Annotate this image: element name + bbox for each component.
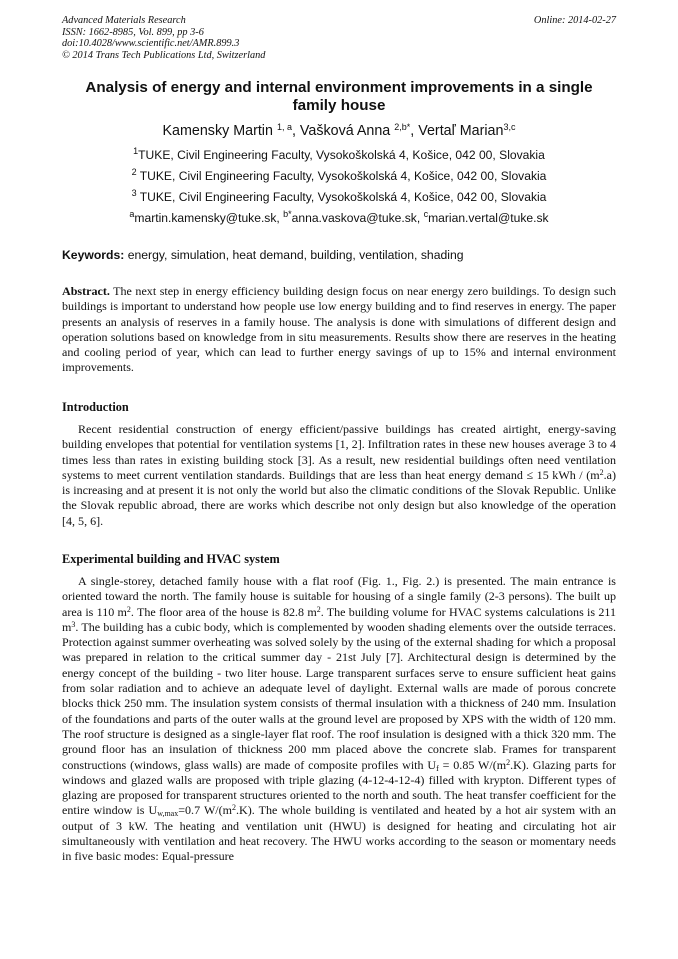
keywords-label: Keywords:	[62, 248, 125, 262]
email-link[interactable]: marian.vertal@tuke.sk	[428, 211, 549, 225]
copyright-line: © 2014 Trans Tech Publications Ltd, Switzerland	[62, 49, 266, 61]
abstract	[62, 284, 616, 376]
affiliation-1: $^1$TUKE, Civil Engineering Faculty, Vysokoškolská 4, Košice, 042 00, Slovakia	[133, 146, 545, 162]
author-emails: $^a$martin.kamensky@tuke.sk, $^{b*}$anna.vaskova@tuke.sk, $^c$marian.vertal@tuke.sk	[129, 209, 549, 225]
author-affil-mark: 1, a	[276, 122, 292, 132]
online-date: Online: 2014-02-27	[533, 15, 616, 26]
paper-title: Analysis of energy and internal environment improvements in a single family house	[85, 79, 593, 114]
author-affil-mark: 2,b*	[394, 122, 411, 132]
abstract-label: Abstract.	[62, 284, 110, 298]
section-heading-experimental: Experimental building and HVAC system	[62, 552, 280, 566]
affiliation-2: $^2$ TUKE, Civil Engineering Faculty, Vysokoškolská 4, Košice, 042 00, Slovakia	[131, 167, 547, 183]
keywords	[62, 248, 464, 262]
issn-line: ISSN: 1662-8985, Vol. 899, pp 3-6	[62, 26, 204, 38]
affiliation-3: $^3$ TUKE, Civil Engineering Faculty, Vysokoškolská 4, Košice, 042 00, Slovakia	[131, 188, 547, 204]
author-name: Kamensky Martin	[162, 123, 273, 139]
experimental-paragraph: A single-storey, detached family house with a flat roof (Fig. 1., Fig. 2.) is presented. The main entrance is oriented toward the north. The family house is suitable for housing of a single family (2-3 persons). The built up area is 110 $m^2$. The floor area of the house is 82.8 $m^2$. The building volume for HVAC systems calculations is 211 $m^3$. The building has a cubic body, which is complemented by wooden shading elements over the outside terraces. Protection against summer overheating was solved solely by the using of the external shading for which a proposal was prepared in relation to the critical summer day - 21st July [7]. Architectural design is determined by the energy concept of the building - two liter house. Large transparent surfaces serve to ensure sufficient heat gains from solar radiation and to achieve an adequate level of daylight. External walls are made of porous concrete blocks thick 250 mm. The insulation system consists of thermal insulation with a thickness of 240 mm. Insulation of the foundations and parts of the outer walls at the ground level are proposed by XPS with the width of 120 mm. The roof structure is designed as a single-layer flat roof. The roof insulation is designed with a thick 320 mm. The ground floor has an insulation of thickness 200 mm placed above the concrete slab. Frames for transparent constructions (windows, glass walls) are made of composite profiles with $U_f = 0.85$ $W/(m^2.K)$. Glazing parts for windows and glazed walls are proposed with triple glazing (4-12-4-12-4) filled with krypton. Different types of glazing are proposed for transparent structures oriented to the north and south. The heat transfer coefficient for the entire window is $U_{w,max}=0.7$ $W/(m^2.K)$. The whole building is ventilated and heated by a hot air system with an output of 3 kW. The heating and ventilation unit (HWU) is designed for heating and circulating hot air simultaneously with ventilation and heat recovery. The HWU works according to the season or momentary needs in five basic modes: Equal-pressure	[62, 574, 617, 864]
author-name: Vertaľ Marian	[418, 123, 504, 139]
author-affil-mark: 3,c	[503, 122, 516, 132]
introduction-paragraph: Recent residential construction of energy efficient/passive buildings has created airtight, energy-saving building envelopes that potential for ventilation systems [1, 2]. Infiltration rates in these new houses average 3 to 4 times less than rates in existing building stock [3]. As a result, new residential buildings often need ventilation systems to meet current ventilation standards. Buildings that are less than heat energy demand ≤ 15 kWh / $(m^2.a)$ is increasing and at present it is not only the world but also the climatic conditions of the Slovak Republic. Unlike the Slovak republic abroad, there are works which describe not only design but also knowledge of the operation [4, 5, 6].	[62, 422, 616, 528]
email-link[interactable]: martin.kamensky@tuke.sk,	[134, 211, 284, 225]
author-name: Vašková Anna	[299, 123, 391, 139]
abstract-text: The next step in energy efficiency building design focus on near energy zero buildings. To design such buildings is important to understand how people use low energy building and to find reserves in energy. The paper presents an analysis of reserves in a family house. The analysis is done with simulations of different design and operation solutions based on knowledge from in situ measurements. Results show there are reserves in the heating and cooling period of year, which can lead to further energy savings of up to 15% and internal environment improvements.	[62, 284, 616, 375]
section-heading-introduction: Introduction	[62, 400, 129, 414]
keywords-text: energy, simulation, heat demand, building, ventilation, shading	[124, 248, 464, 262]
journal-name: Advanced Materials Research	[62, 15, 186, 26]
journal-header	[62, 15, 265, 61]
doi-line: doi:10.4028/www.scientific.net/AMR.899.3	[62, 38, 240, 50]
email-link[interactable]: anna.vaskova@tuke.sk,	[291, 211, 424, 225]
author-list: Kamensky Martin $^{1, a}$, Vašková Anna $^{2,b*}$, Vertaľ Marian$^{3,c}$	[162, 122, 516, 139]
